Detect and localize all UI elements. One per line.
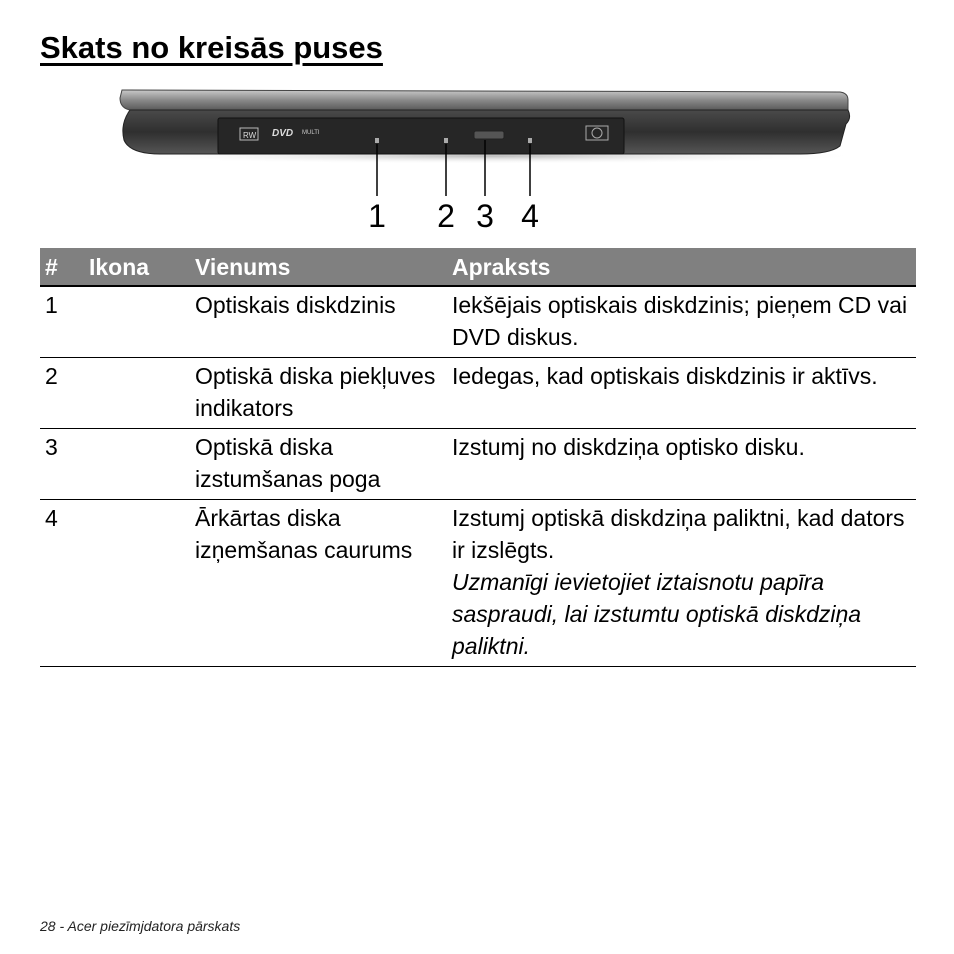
table-row	[40, 429, 916, 500]
table-row	[40, 358, 916, 429]
header-number: #	[40, 248, 84, 286]
emergency-eject-hole	[528, 138, 532, 143]
page-footer: 28 - Acer piezīmjdatora pārskats	[40, 918, 241, 934]
row-description-cell	[447, 500, 916, 667]
table-row	[40, 286, 916, 358]
component-table	[40, 248, 916, 667]
row-item: Ārkārtas diska izņemšanas caurums	[190, 500, 447, 667]
multi-logo-text: MULTI	[302, 130, 320, 136]
dvd-logo-text: DVD	[272, 128, 294, 139]
row-item: Optiskā diska izstumšanas poga	[190, 429, 447, 500]
callout-number-3: 3	[476, 198, 494, 234]
callout-number-4: 4	[521, 198, 539, 234]
header-icon: Ikona	[84, 248, 190, 286]
row-icon	[84, 358, 190, 429]
row-number: 1	[40, 286, 84, 358]
header-description: Apraksts	[447, 248, 916, 286]
drive-slot-marker	[375, 138, 379, 143]
header-item: Vienums	[190, 248, 447, 286]
access-indicator-light	[444, 138, 448, 143]
row-item: Optiskais diskdzinis	[190, 286, 447, 358]
eject-button	[474, 131, 504, 139]
row-icon	[84, 286, 190, 358]
row-number: 3	[40, 429, 84, 500]
table-row	[40, 500, 916, 667]
rw-logo-text: RW	[243, 131, 257, 140]
row-item: Optiskā diska piekļuves indikators	[190, 358, 447, 429]
row-number: 4	[40, 500, 84, 667]
row-description: Iedegas, kad optiskais diskdzinis ir aktīvs.	[447, 358, 916, 429]
row-number: 2	[40, 358, 84, 429]
row-icon	[84, 500, 190, 667]
page-title: Skats no kreisās puses	[40, 30, 383, 65]
table-header-row	[40, 248, 916, 286]
row-description: Iekšējais optiskais diskdzinis; pieņem CD vai DVD diskus.	[447, 286, 916, 358]
row-icon	[84, 429, 190, 500]
callout-number-2: 2	[437, 198, 455, 234]
callout-number-1: 1	[368, 198, 386, 234]
row-description: Izstumj no diskdziņa optisko disku.	[447, 429, 916, 500]
row-note: Uzmanīgi ievietojiet iztaisnotu papīra saspraudi, lai izstumtu optiskā diskdziņa paliktni.	[452, 569, 862, 659]
row-description: Izstumj optiskā diskdziņa paliktni, kad dators ir izslēgts.	[452, 505, 905, 563]
